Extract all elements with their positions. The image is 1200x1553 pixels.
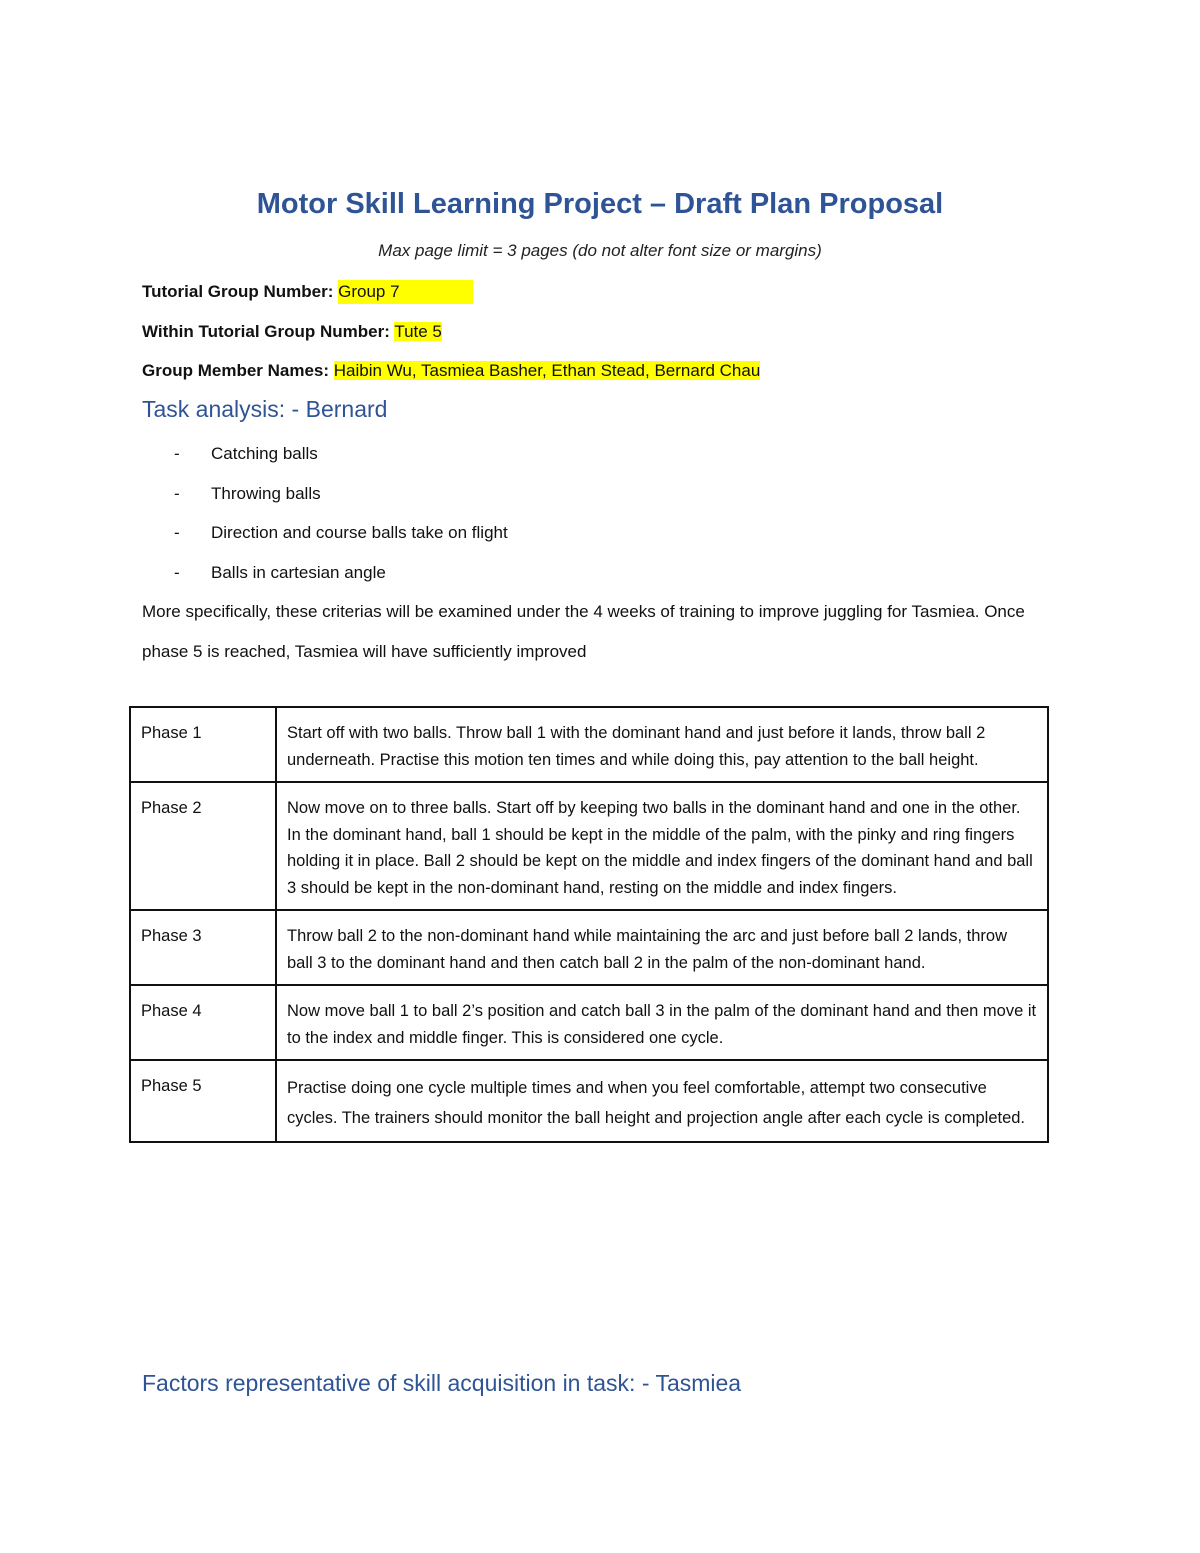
task-analysis-heading: Task analysis: - Bernard [142,396,388,422]
phase-description: Start off with two balls. Throw ball 1 with the dominant hand and just before it lands, throw ball 2 underneath. Practise this motion ten times and while doing this, pay attention to the ball height. [276,707,1048,782]
phase-description: Now move on to three balls. Start off by keeping two balls in the dominant hand and one in the other. In the dominant hand, ball 1 should be kept in the middle of the palm, with the pinky and ring fingers holding it in place. Ball 2 should be kept on the middle and index fingers of the dominant hand and ball 3 should be kept in the non-dominant hand, resting on the middle and index fingers. [276,782,1048,910]
table-row [130,985,1048,1060]
list-item [174,442,318,466]
page-title: Motor Skill Learning Project – Draft Plan Proposal [256,188,944,220]
within-group-label: Within Tutorial Group Number: [142,322,390,341]
phase-label: Phase 3 [130,910,276,985]
table-row [130,707,1048,782]
list-item [174,561,386,585]
list-item-text: Balls in cartesian angle [211,563,386,582]
members-value: Haibin Wu, Tasmiea Basher, Ethan Stead, Bernard Chau [333,361,761,380]
bullet-dash: - [174,523,180,542]
list-item-text: Direction and course balls take on flight [211,523,508,542]
list-item-text: Catching balls [211,444,318,463]
table-row [130,782,1048,910]
factors-heading: Factors representative of skill acquisition in task: - Tasmiea [142,1370,742,1396]
phase-label: Phase 1 [130,707,276,782]
bullet-dash: - [174,444,180,463]
table-row [130,1060,1048,1142]
within-group-field [142,320,442,344]
phase-description: Practise doing one cycle multiple times and when you feel comfortable, attempt two consecutive cycles. The trainers should monitor the ball height and projection angle after each cycle is completed. [276,1060,1048,1142]
phase-label: Phase 5 [130,1060,276,1142]
phase-label: Phase 2 [130,782,276,910]
within-group-value: Tute 5 [394,322,442,341]
bullet-dash: - [174,484,180,503]
list-item [174,521,508,545]
page-subtitle: Max page limit = 3 pages (do not alter font size or margins) [378,241,822,260]
members-field [142,359,760,383]
phase-description: Now move ball 1 to ball 2’s position and catch ball 3 in the palm of the dominant hand and then move it to the index and middle finger. This is considered one cycle. [276,985,1048,1060]
tutorial-group-value: Group 7 [338,280,473,304]
phase-label: Phase 4 [130,985,276,1060]
bullet-dash: - [174,563,180,582]
table-row [130,910,1048,985]
tutorial-group-field [142,280,473,304]
phases-table [129,706,1049,1143]
tutorial-group-label: Tutorial Group Number: [142,282,334,301]
phase-description: Throw ball 2 to the non-dominant hand while maintaining the arc and just before ball 2 lands, throw ball 3 to the dominant hand and then catch ball 2 in the palm of the non-dominant hand. [276,910,1048,985]
body-paragraph: More specifically, these criterias will be examined under the 4 weeks of training to improve juggling for Tasmiea. Once phase 5 is reached, Tasmiea will have sufficiently improved [142,602,1025,661]
members-label: Group Member Names: [142,361,330,380]
list-item-text: Throwing balls [211,484,321,503]
list-item [174,482,321,506]
